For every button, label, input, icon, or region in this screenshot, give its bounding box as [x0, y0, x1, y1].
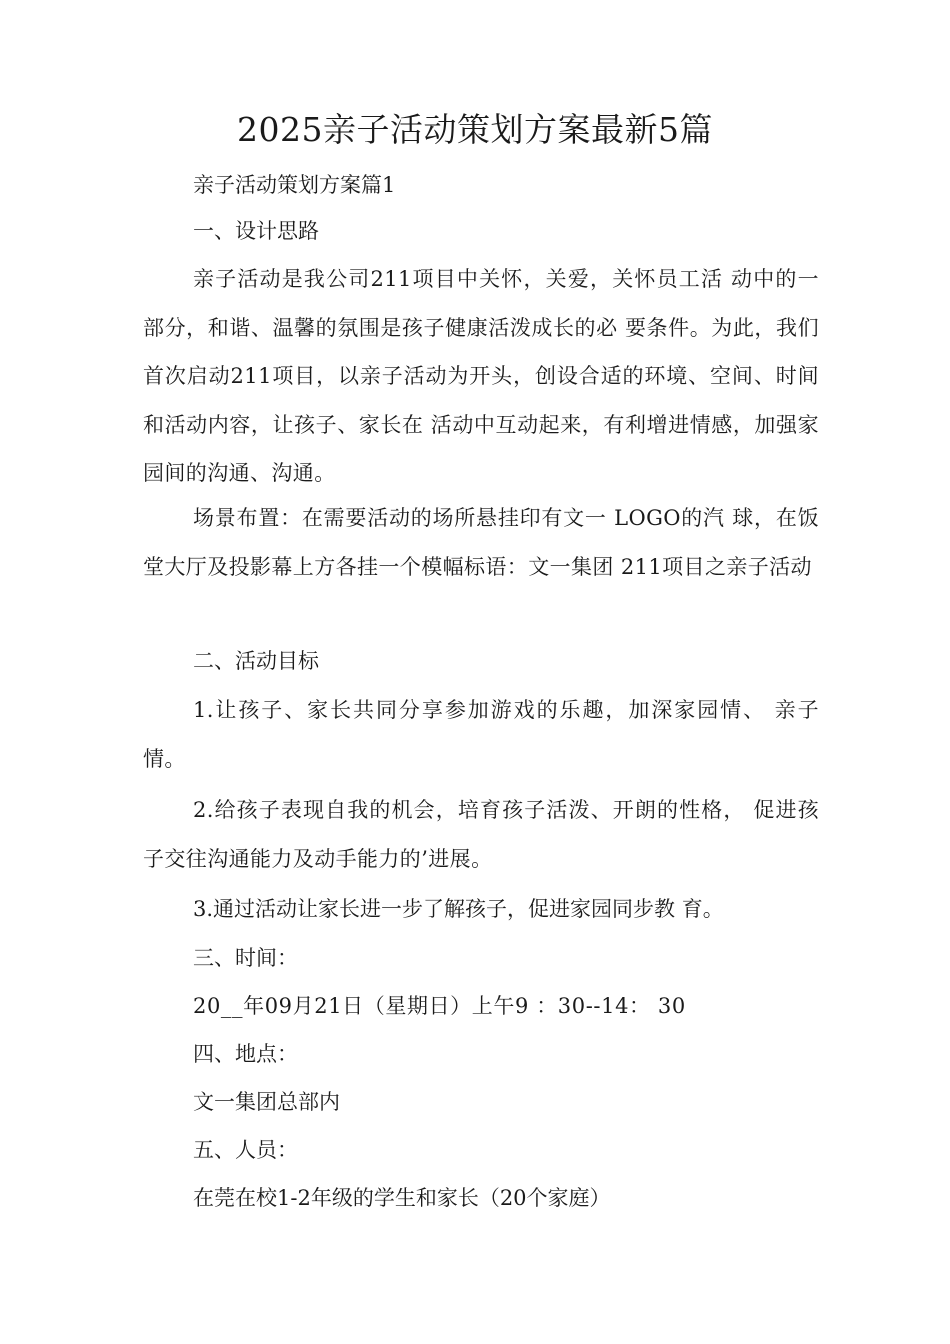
heading-participants: 五、人员： — [193, 1138, 298, 1162]
participants-value: 在莞在校1-2年级的学生和家长（20个家庭） — [193, 1186, 611, 1210]
heading-time: 三、时间： — [193, 946, 298, 970]
heading-location: 四、地点： — [193, 1042, 298, 1066]
section-subtitle: 亲子活动策划方案篇1 — [193, 173, 396, 197]
document-title: 2025亲子活动策划方案最新5篇 — [237, 110, 713, 149]
location-value: 文一集团总部内 — [193, 1090, 340, 1114]
heading-design-idea: 一、设计思路 — [193, 219, 319, 243]
time-value: 20__年09月21日（星期日）上午9 ：30--14： 30 — [193, 994, 686, 1018]
heading-activity-goals: 二、活动目标 — [193, 649, 319, 673]
paragraph-design-idea: 亲子活动是我公司211项目中关怀，关爱，关怀员工活 动中的一部分，和谐、温馨的氛围是孩子健康活泼成长的必 要条件。为此，我们首次启动211项目，以亲子活动为开头，创设合适的环境、空间、时间和活动内容，让孩子、家长在 活动中互动起来，有利增进情感，加强家园间的沟通、沟通。 — [143, 267, 819, 485]
goal-item-1: 1.让孩子、家长共同分享参加游戏的乐趣，加深家园情、 亲子情。 — [143, 698, 819, 771]
goal-item-2: 2.给孩子表现自我的机会，培育孩子活泼、开朗的性格， 促进孩子交往沟通能力及动手能力的’进展。 — [143, 798, 819, 871]
goal-item-3: 3.通过活动让家长进一步了解孩子，促进家园同步教 育。 — [193, 897, 724, 921]
paragraph-scene-layout: 场景布置：在需要活动的场所悬挂印有文一 LOGO的汽 球，在饭堂大厅及投影幕上方各挂一个模幅标语：文一集团 211项目之亲子活动 — [143, 506, 819, 579]
